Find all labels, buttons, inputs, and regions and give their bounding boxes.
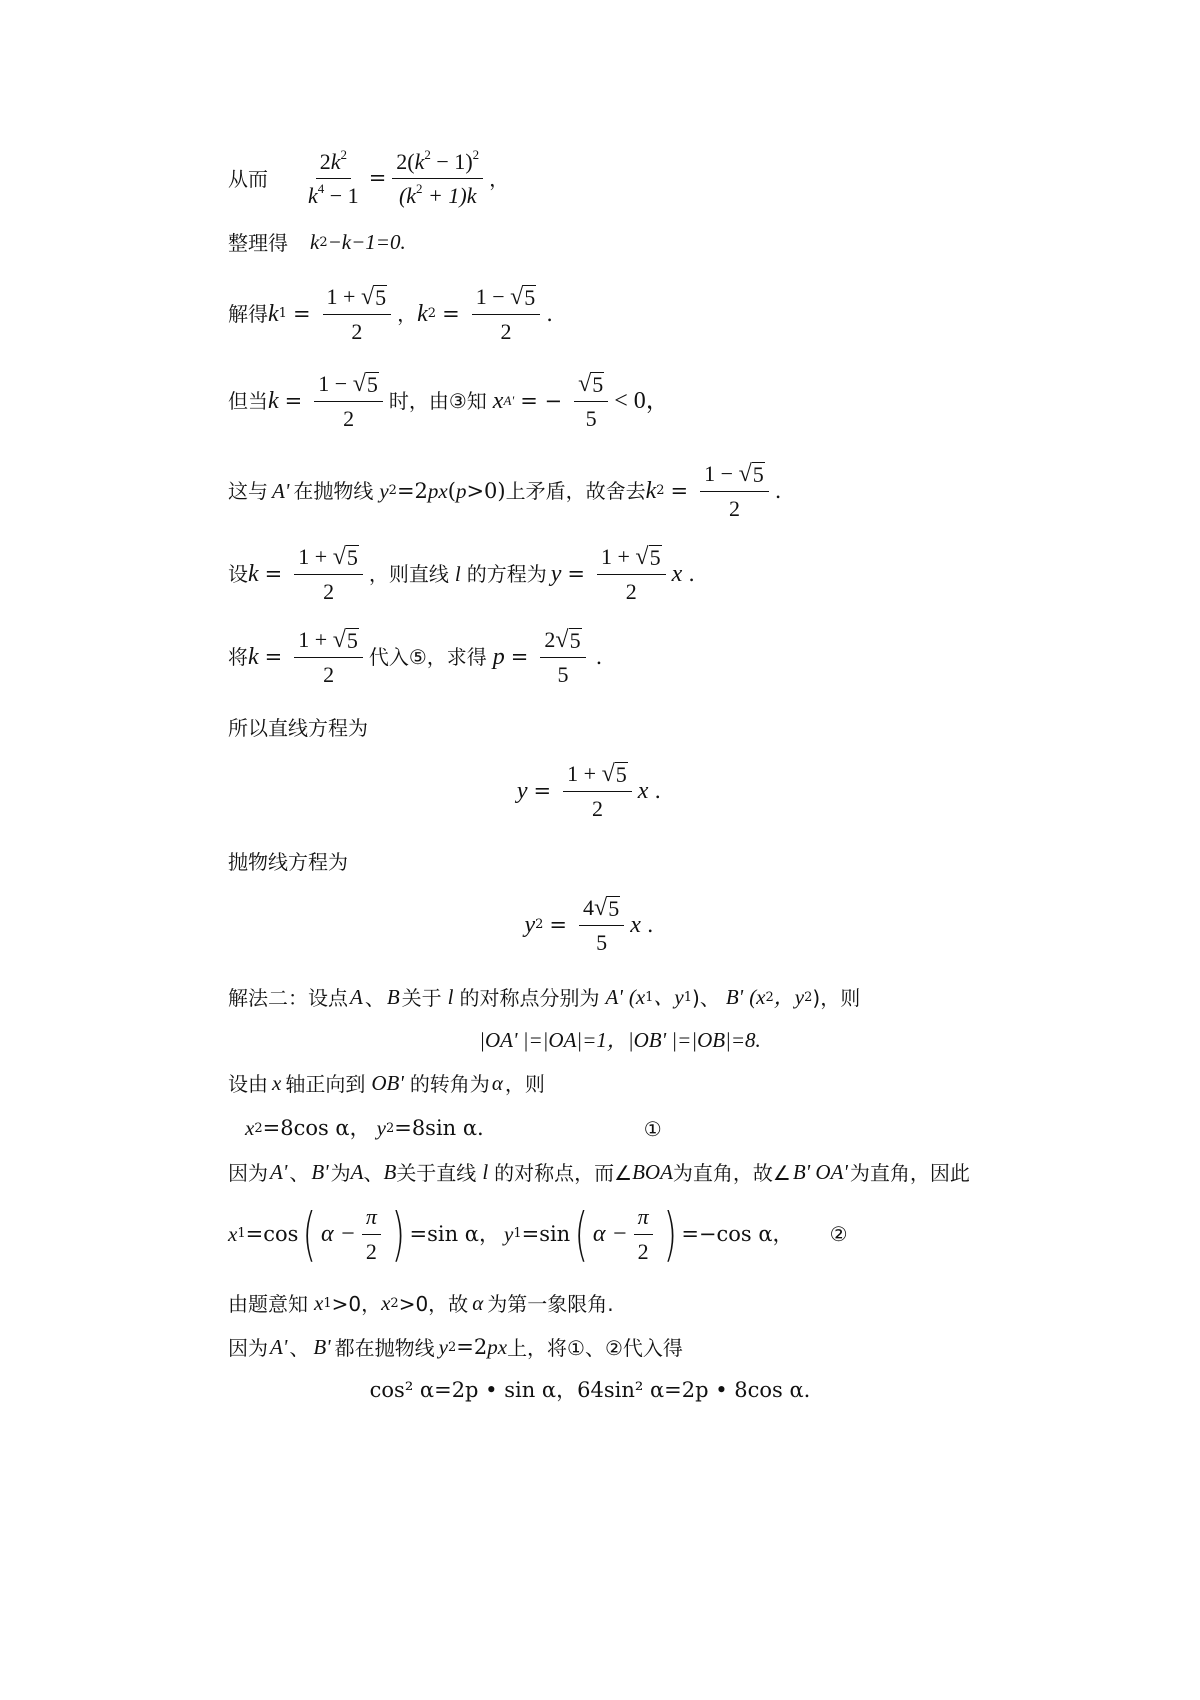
math-var: k: [310, 230, 320, 254]
text-line-16: 因为 A' 、 B' 为 A 、 B 关于直线 l 的对称点，而∠ BOA 为直角，故∠ B' OA' 为直角，因此: [228, 1160, 970, 1185]
math-text: −k−1=0.: [327, 230, 406, 254]
equation-line-20: cos² α=2p • sin α，64sin² α=2p • 8cos α.: [369, 1378, 811, 1402]
fraction: 4 √ 5 5: [579, 896, 624, 954]
equation-line-6: 设 k = 1 + √ 5 2 ，则直线 l 的方程为 y = 1 + √ 5 2 x .: [228, 544, 695, 604]
text: 解得: [228, 302, 268, 327]
equation-line-9: y = 1 + √ 5 2 x .: [516, 761, 662, 821]
text: ，: [489, 166, 510, 191]
text-line-8: 所以直线方程为: [228, 716, 368, 740]
fraction: √ 5 5: [574, 372, 608, 430]
equation-line-4: 但当 k = 1 − √ 5 2 时，由③知 x A' = − √ 5 5 < 0，: [228, 371, 670, 431]
equation-line-11: y 2 = 4 √ 5 5 x .: [524, 895, 654, 955]
fraction: 1 + √ 5 2: [563, 762, 632, 820]
equation-line-5: 这与 A' 在抛物线 y 2 =2 px ( p >0) 上矛盾，故舍去 k 2 = 1 − √ 5 2 .: [228, 461, 782, 521]
text: 但当: [228, 389, 268, 414]
equation-number: ①: [643, 1116, 662, 1141]
fraction: $\frac{\pi}{2}$: [634, 1205, 653, 1262]
fraction: $\frac{\pi}{2}$: [362, 1205, 381, 1262]
equation-line-1: [228, 147, 510, 209]
equation-line-13: |OA' |=|OA|=1，|OB' |=|OB|=8.: [479, 1028, 761, 1052]
equation-line-15: x 2 =8cos α， y 2 =8sin α. ①: [245, 1116, 662, 1141]
fraction: 1 + √ 5 2: [597, 545, 666, 603]
fraction: 1 + √ 5 2: [294, 545, 363, 603]
text-line-18: 由题意知 x 1 >0， x 2 >0，故 α 为第一象限角.: [228, 1291, 614, 1316]
text-line-19: 因为 A' 、 B' 都在抛物线 y 2 =2 px 上，将①、②代入得: [228, 1335, 683, 1360]
text-line-14: 设由 x 轴正向到 OB' 的转角为 α ，则: [228, 1071, 545, 1096]
text: < 0，: [614, 388, 670, 415]
equation-line-7: 将 k = 1 + √ 5 2 代入⑤，求得 p = 2 √ 5 5 .: [228, 627, 603, 687]
fraction: 2 √ 5 5: [540, 628, 585, 686]
text: 从而: [228, 166, 268, 191]
fraction: 1 + √ 5 2: [323, 285, 392, 343]
text-line-12: 解法二：设点 A 、 B 关于 l 的对称点分别为 A' (x 1 、y 1 )、 B' (x 2 ，y 2 )，则: [228, 985, 861, 1010]
equation-line-2: 整理得 k 2 −k−1=0.: [228, 230, 406, 255]
fraction: 1 − √ 5 2: [314, 372, 383, 430]
fraction: 1 − √ 5 2: [700, 462, 769, 520]
equation-line-17: x 1 =cos ( α − $\frac{\pi}{2}$ ) =sin α， y 1 =sin ( α − $\frac{\pi}{2}$ ) =−cos α， ②: [228, 1200, 848, 1268]
fraction: $\frac{2(k^2 - 1)^2}{(k^2 + 1)k}$: [392, 150, 483, 207]
fraction: 1 − √ 5 2: [472, 285, 541, 343]
equation-line-3: 解得 k 1 = 1 + √ 5 2 ， k 2 = 1 − √ 5 2 .: [228, 284, 553, 344]
text: 时，由③知: [388, 389, 487, 414]
fraction: 1 + √ 5 2: [294, 628, 363, 686]
equation-number: ②: [829, 1222, 848, 1246]
text: 整理得: [228, 230, 288, 255]
equals-sign: =: [368, 166, 387, 191]
text-line-10: 抛物线方程为: [228, 850, 348, 874]
fraction: $\frac{2k^2}{k^4 - 1}$: [308, 147, 359, 209]
